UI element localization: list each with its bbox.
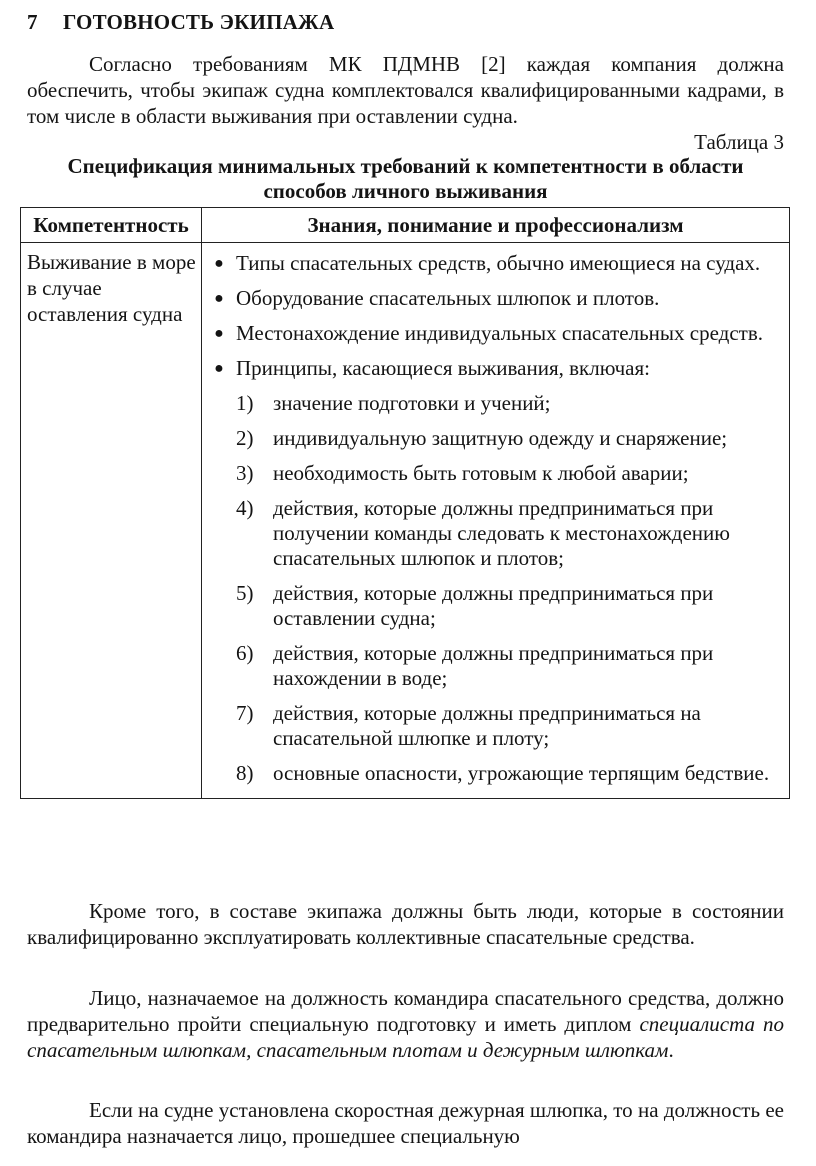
diploma-title: специалиста по спасательным шлюпкам, спасательным плотам и дежурным шлюпкам	[27, 1012, 785, 1062]
list-item: ● Оборудование спасательных шлюпок и плотов.	[202, 286, 779, 311]
section-heading	[27, 9, 334, 35]
competence-cell: Выживание в море в случае оставления судна	[21, 243, 202, 799]
numbered-item: 8) основные опасности, угрожающие терпящим бедствие.	[236, 761, 770, 785]
numbered-item: 5) действия, которые должны предприниматься при оставлении судна;	[236, 581, 714, 630]
competence-table	[20, 207, 790, 799]
numbered-item: 2) индивидуальную защитную одежду и снаряжение;	[236, 426, 728, 450]
section-title: ГОТОВНОСТЬ ЭКИПАЖА	[63, 10, 335, 34]
paragraph-collective-means: Кроме того, в составе экипажа должны быть люди, которые в состоянии квалифицированно эксплуатировать коллективные спасательные средства.	[27, 899, 784, 949]
numbered-item: 3) необходимость быть готовым к любой аварии;	[236, 461, 689, 485]
knowledge-cell	[202, 243, 790, 799]
numbered-item: 1) значение подготовки и учений;	[236, 391, 551, 415]
numbered-item: 6) действия, которые должны предприниматься при нахождении в воде;	[236, 641, 714, 690]
list-item: ● Принципы, касающиеся выживания, включая:	[202, 356, 779, 381]
table-header-row	[21, 208, 790, 243]
header-competence: Компетентность	[21, 208, 202, 243]
list-item: ● Типы спасательных средств, обычно имеющиеся на судах.	[202, 251, 779, 276]
header-knowledge: Знания, понимание и профессионализм	[202, 208, 790, 243]
bullet-icon: ●	[214, 325, 224, 342]
bullet-icon: ●	[214, 290, 224, 307]
intro-paragraph: Согласно требованиям МК ПДМНВ [2] каждая компания должна обеспечить, чтобы экипаж судна комплектовался квалифицированными кадрами, в том числе в области выживания при оставлении судна.	[27, 52, 784, 128]
bullet-icon: ●	[214, 360, 224, 377]
numbered-item: 4) действия, которые должны предприниматься при получении команды следовать к местонахождению спасательных шлюпок и плотов;	[236, 496, 730, 570]
table-caption: Таблица 3	[694, 130, 784, 154]
table-row	[21, 243, 790, 799]
paragraph-rescue-boat: Если на судне установлена скоростная дежурная шлюпка, то на должность ее командира назначается лицо, прошедшее специальную	[27, 1098, 784, 1148]
numbered-item: 7) действия, которые должны предприниматься на спасательной шлюпке и плоту;	[236, 701, 701, 750]
table-title: Спецификация минимальных требований к компетентности в области способов личного выживания	[67, 154, 744, 203]
section-number: 7	[27, 10, 38, 34]
bullet-icon: ●	[214, 255, 224, 272]
paragraph-commander: Лицо, назначаемое на должность командира спасательного средства, должно предварительно пройти специальную подготовку и иметь диплом специалиста по спасательным шлюпкам, спасательным плотам и дежурным шлюпкам.	[27, 986, 785, 1062]
list-item: ● Местонахождение индивидуальных спасательных средств.	[202, 321, 779, 346]
